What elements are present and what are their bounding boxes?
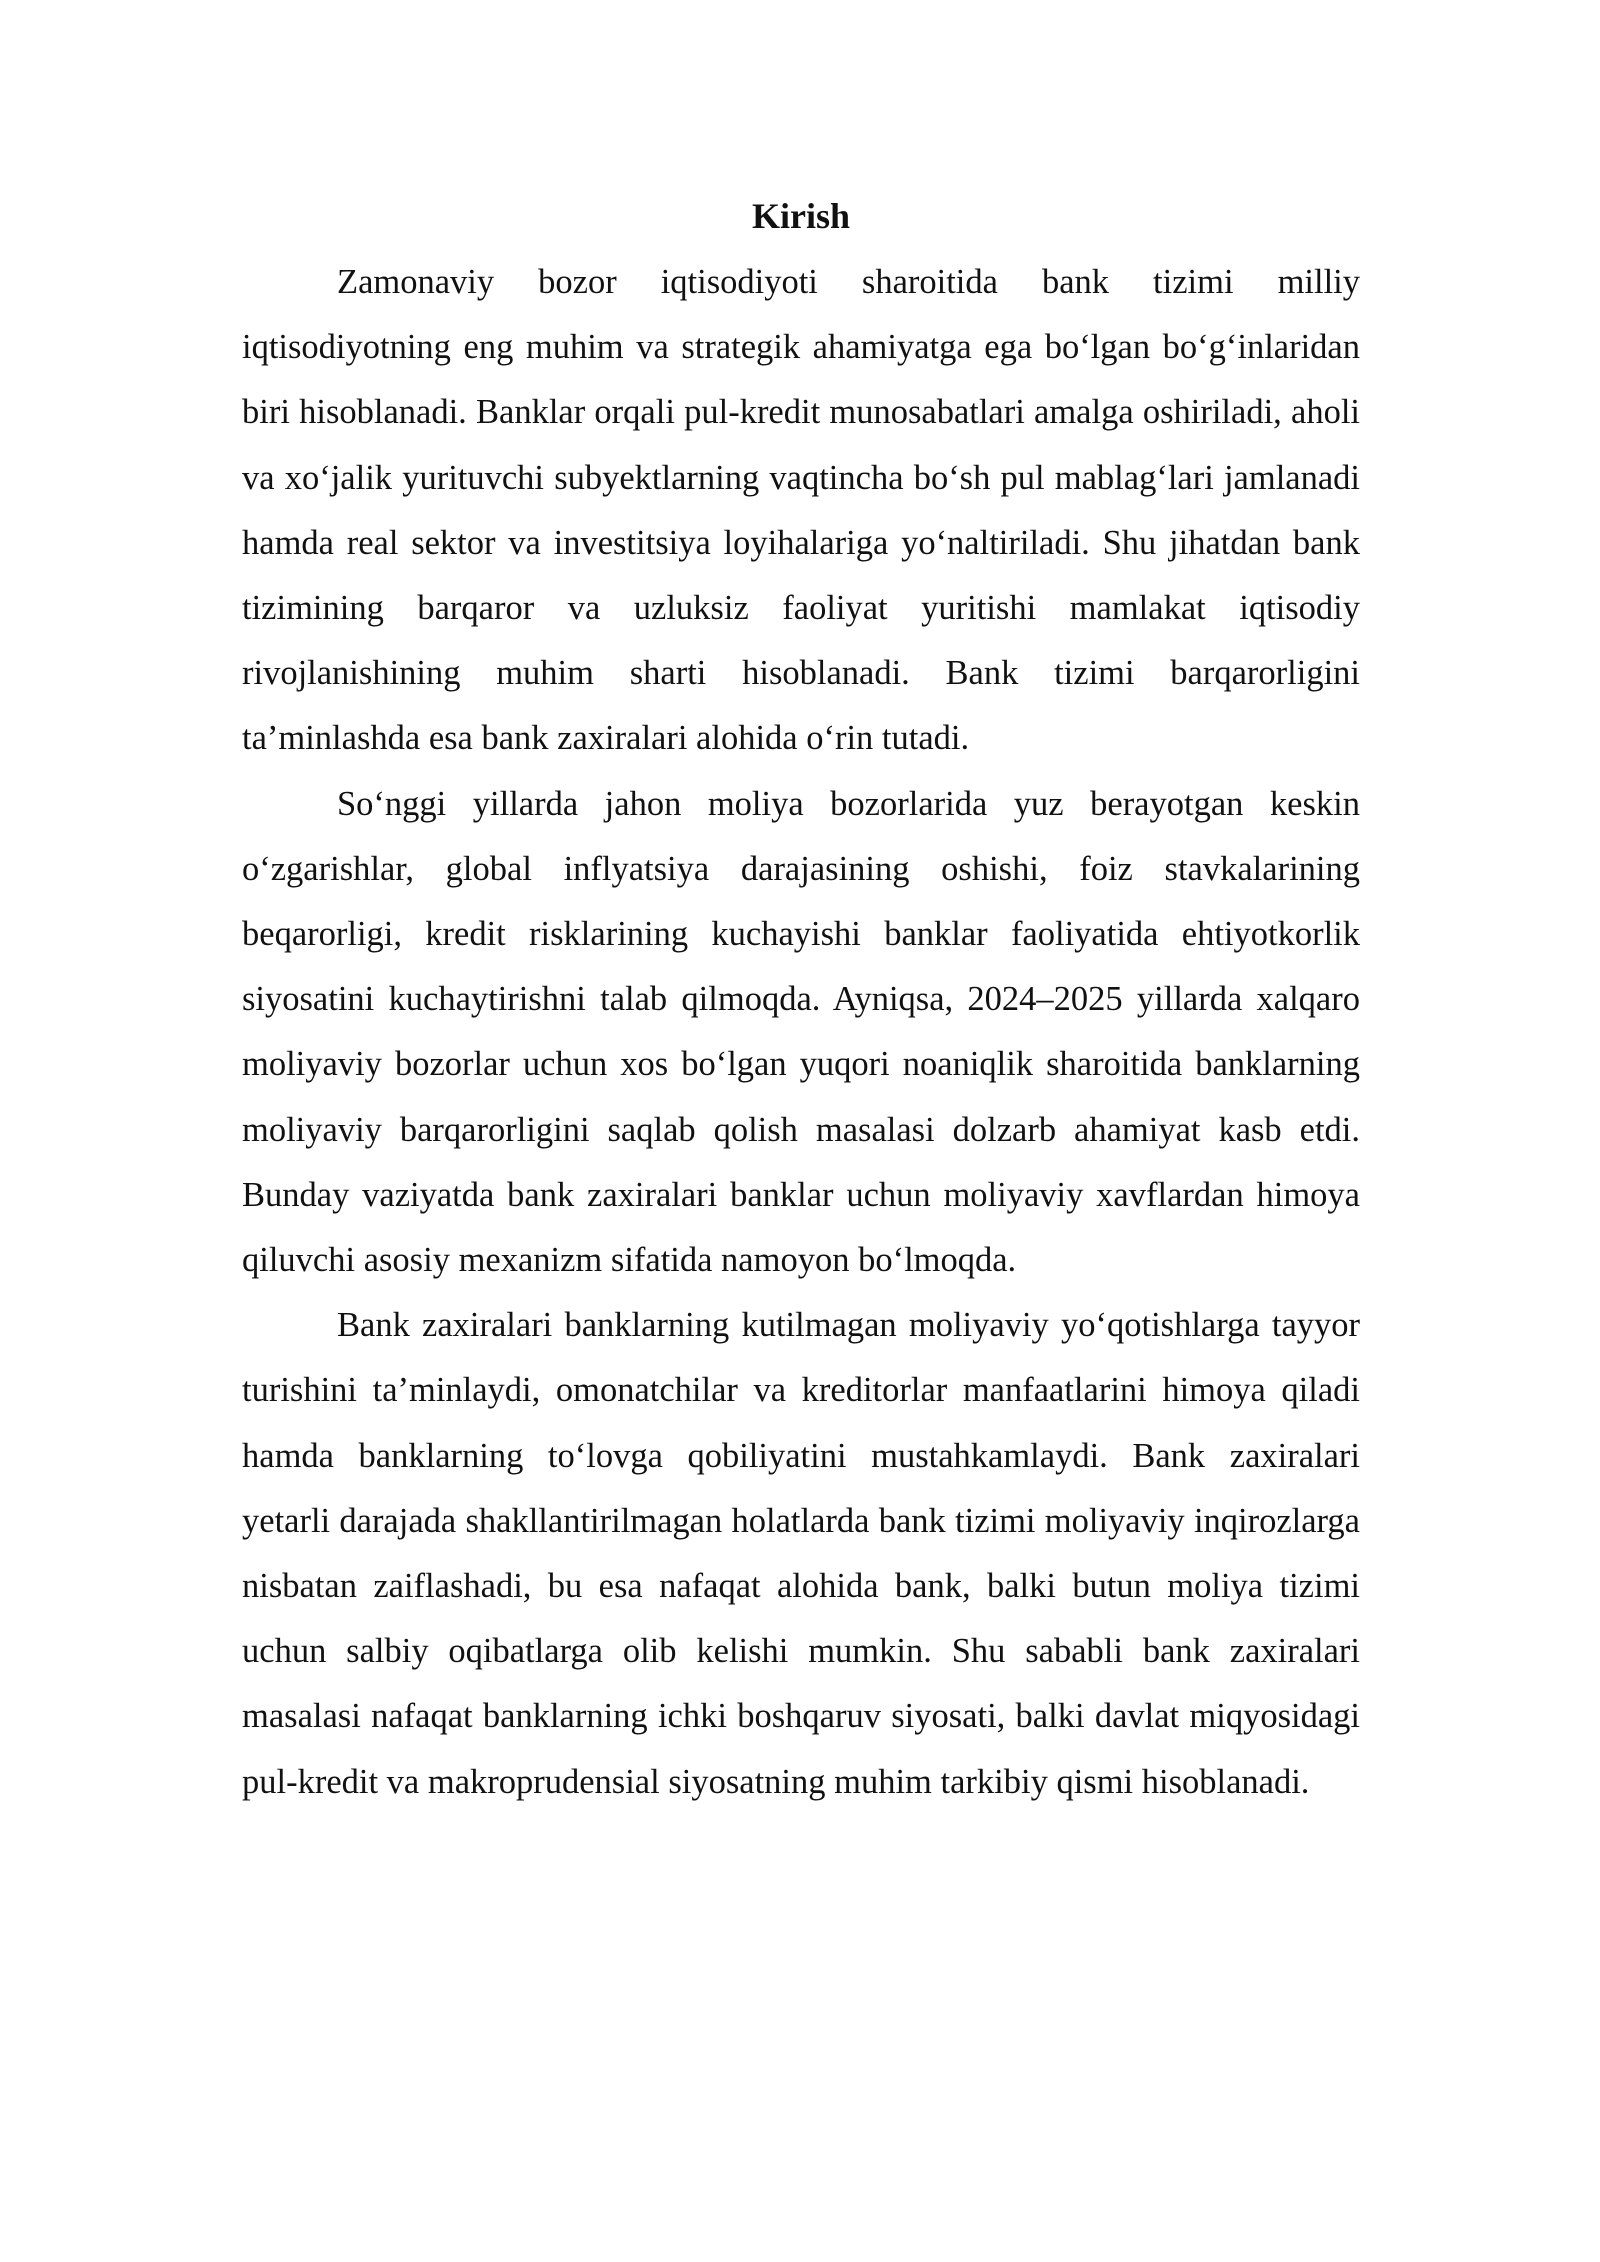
paragraph-1: Zamonaviy bozor iqtisodiyoti sharoitida bank tizimi milliy iqtisodiyotning eng muhim va strategik ahamiyatga ega bo‘lgan bo‘g‘inlaridan biri hisoblanadi. Banklar orqali pul-kredit munosabatlari amalga oshiriladi, aholi va xo‘jalik yurituvchi subyektlarning vaqtincha bo‘sh pul mablag‘lari jamlanadi hamda real sektor va investitsiya loyihalariga yo‘naltiriladi. Shu jihatdan bank tizimining barqaror va uzluksiz faoliyat yuritishi mamlakat iqtisodiy rivojlanishining muhim sharti hisoblanadi. Bank tizimi barqarorligini ta’minlashda esa bank zaxiralari alohida o‘rin tutadi. bbox=[242, 263, 1360, 758]
document-body bbox=[242, 188, 1360, 1815]
paragraph-3: Bank zaxiralari banklarning kutilmagan moliyaviy yo‘qotishlarga tayyor turishini ta’minlaydi, omonatchilar va kreditorlar manfaatlarini himoya qiladi hamda banklarning to‘lovga qobiliyatini mustahkamlaydi. Bank zaxiralari yetarli darajada shakllantirilmagan holatlarda bank tizimi moliyaviy inqirozlarga nisbatan zaiflashadi, bu esa nafaqat alohida bank, balki butun moliya tizimi uchun salbiy oqibatlarga olib kelishi mumkin. Shu sababli bank zaxiralari masalasi nafaqat banklarning ichki boshqaruv siyosati, balki davlat miqyosidagi pul-kredit va makroprudensial siyosatning muhim tarkibiy qismi hisoblanadi. bbox=[242, 1306, 1360, 1801]
paragraph-2: So‘nggi yillarda jahon moliya bozorlarida yuz berayotgan keskin o‘zgarishlar, global inflyatsiya darajasining oshishi, foiz stavkalarining beqarorligi, kredit risklarining kuchayishi banklar faoliyatida ehtiyotkorlik siyosatini kuchaytirishni talab qilmoqda. Ayniqsa, 2024–2025 yillarda xalqaro moliyaviy bozorlar uchun xos bo‘lgan yuqori noaniqlik sharoitida banklarning moliyaviy barqarorligini saqlab qolish masalasi dolzarb ahamiyat kasb etdi. Bunday vaziyatda bank zaxiralari banklar uchun moliyaviy xavflardan himoya qiluvchi asosiy mexanizm sifatida namoyon bo‘lmoqda. bbox=[242, 784, 1360, 1280]
page-title: Kirish bbox=[751, 196, 850, 236]
